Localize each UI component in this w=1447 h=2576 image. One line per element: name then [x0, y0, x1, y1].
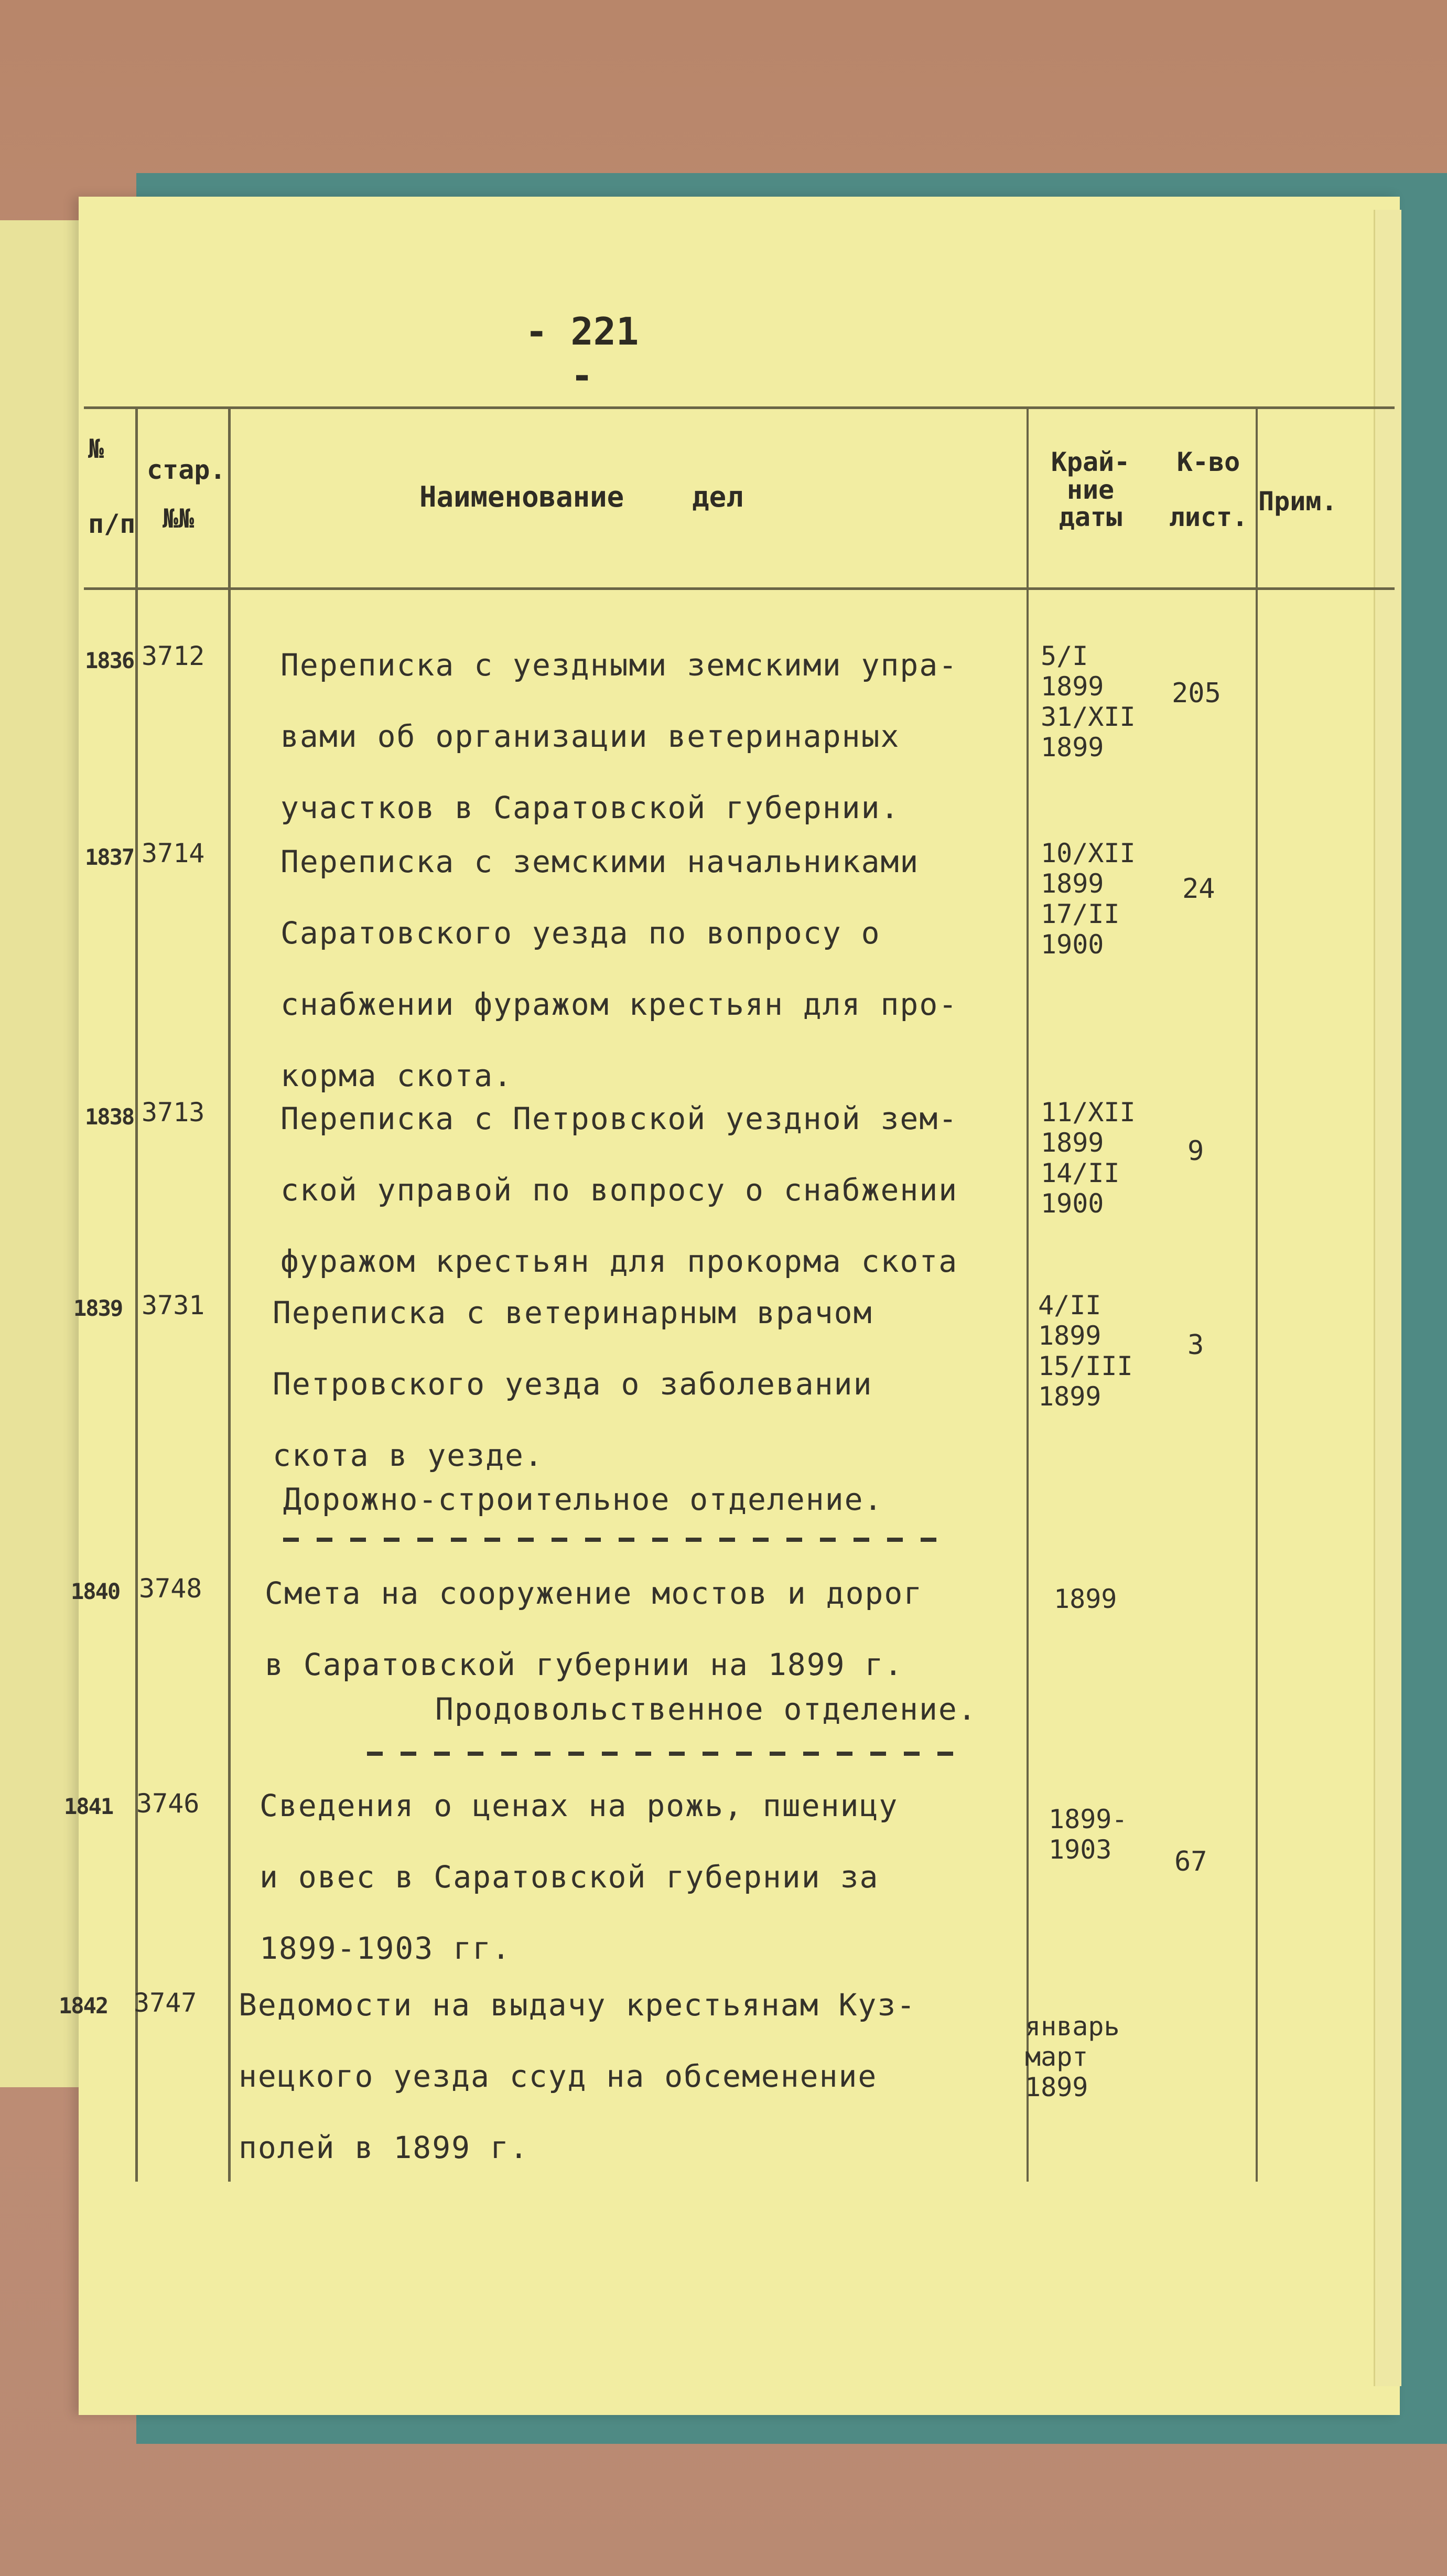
title-line: ской управой по вопросу о снабжении — [280, 1172, 958, 1208]
row-dates — [1041, 641, 1136, 763]
date-line: 1899 — [1041, 732, 1104, 763]
header-num-line: п/п — [88, 508, 136, 539]
date-line: 4/II — [1038, 1290, 1102, 1321]
header-sheets-line: лист. — [1169, 502, 1248, 532]
section-underline — [367, 1752, 959, 1756]
title-line: Переписка с земскими начальниками — [280, 844, 920, 879]
header-dates — [1028, 448, 1153, 531]
header-top-rule — [84, 406, 1395, 409]
date-line: 1899 — [1038, 1321, 1102, 1351]
title-line: Смета на сооружение мостов и дорог — [265, 1575, 923, 1611]
header-dates-line: ние — [1066, 474, 1115, 505]
date-line: 14/II — [1041, 1158, 1120, 1188]
title-line: Петровского уезда о заболевании — [273, 1366, 873, 1402]
row-old-num: 3748 — [139, 1573, 202, 1604]
row-num: 1838 — [85, 1104, 134, 1130]
title-line: Ведомости на выдачу крестьянам Куз- — [239, 1987, 916, 2023]
title-line: снабжении фуражом крестьян для про- — [280, 986, 958, 1022]
row-title — [239, 1969, 916, 2183]
row-dates — [1049, 1804, 1128, 1865]
header-dates-line: Край- — [1051, 447, 1130, 477]
row-num: 1837 — [85, 844, 134, 870]
date-line: январь — [1025, 2011, 1120, 2042]
header-old-num — [147, 456, 226, 532]
header-sheets-line: К-во — [1176, 447, 1240, 477]
col-rule-3 — [1027, 409, 1029, 2182]
date-line: 1899 — [1041, 671, 1104, 702]
row-sheets: 205 — [1172, 678, 1221, 709]
row-old-num: 3712 — [142, 641, 205, 671]
row-dates — [1025, 2011, 1120, 2102]
title-line: 1899-1903 гг. — [260, 1930, 511, 1966]
date-line: 17/II — [1041, 899, 1120, 929]
title-line: Переписка с Петровской уездной зем- — [280, 1101, 958, 1136]
date-line: 10/XII — [1041, 838, 1136, 868]
col-rule-4 — [1256, 409, 1258, 2182]
row-sheets: 9 — [1187, 1135, 1204, 1167]
header-bottom-rule — [84, 587, 1395, 590]
row-old-num: 3731 — [142, 1290, 205, 1321]
row-sheets: 24 — [1182, 873, 1215, 905]
header-notes: Прим. — [1258, 486, 1337, 517]
row-old-num: 3746 — [136, 1788, 200, 1819]
date-line: 5/I — [1041, 641, 1088, 671]
title-line: Саратовского уезда по вопросу о — [280, 915, 881, 951]
row-old-num: 3714 — [142, 838, 205, 868]
date-line: 1899 — [1038, 1381, 1102, 1412]
row-sheets: 3 — [1187, 1329, 1204, 1361]
date-line: 1899 — [1025, 2072, 1088, 2102]
date-line: 1900 — [1041, 929, 1104, 960]
section-heading: Продовольственное отделение. — [435, 1691, 977, 1727]
row-old-num: 3713 — [142, 1097, 205, 1128]
date-line: 15/III — [1038, 1351, 1133, 1381]
row-dates — [1054, 1584, 1117, 1614]
date-line: 1903 — [1049, 1834, 1112, 1865]
row-title — [273, 1277, 873, 1491]
date-line: 1900 — [1041, 1188, 1104, 1219]
row-num: 1840 — [71, 1579, 120, 1604]
title-line: полей в 1899 г. — [239, 2130, 529, 2165]
row-dates — [1038, 1290, 1133, 1412]
section-underline — [283, 1538, 949, 1542]
title-line: вами об организации ветеринарных — [280, 718, 900, 754]
date-line: 11/XII — [1041, 1097, 1136, 1128]
date-line: 1899 — [1041, 1128, 1104, 1158]
header-num-line: № — [88, 434, 104, 464]
header-old-line: стар. — [147, 455, 226, 485]
title-line: нецкого уезда ссуд на обсеменение — [239, 2058, 878, 2094]
header-name: Наименование дел — [419, 480, 743, 513]
title-line: Сведения о ценах на рожь, пшеницу — [260, 1788, 899, 1823]
date-line: март — [1025, 2042, 1088, 2072]
col-rule-2 — [228, 409, 231, 2182]
header-dates-line: даты — [1059, 502, 1122, 532]
title-line: корма скота. — [280, 1058, 513, 1093]
section-heading: Дорожно-строительное отделение. — [283, 1482, 883, 1517]
header-sheets — [1159, 448, 1258, 531]
col-rule-1 — [135, 409, 138, 2182]
title-line: в Саратовской губернии на 1899 г. — [265, 1647, 904, 1682]
row-title — [260, 1770, 898, 1984]
header-old-line: №№ — [163, 503, 195, 534]
date-line: 1899- — [1049, 1804, 1128, 1834]
date-line: 31/XII — [1041, 702, 1136, 732]
date-line: 1899 — [1041, 868, 1104, 899]
title-line: Переписка с уездными земскими упра- — [280, 647, 958, 683]
row-num: 1836 — [85, 648, 134, 673]
date-line: 1899 — [1054, 1584, 1117, 1614]
row-title — [280, 826, 958, 1111]
row-num: 1839 — [73, 1295, 123, 1321]
title-line: Переписка с ветеринарным врачом — [273, 1295, 873, 1330]
row-dates — [1041, 838, 1136, 960]
page-number: - 221 - — [525, 309, 639, 398]
title-line: фуражом крестьян для прокорма скота — [280, 1243, 958, 1279]
row-dates — [1041, 1097, 1136, 1219]
header-sheets-line — [1159, 476, 1258, 504]
row-old-num: 3747 — [134, 1988, 197, 2018]
row-title — [280, 1083, 958, 1297]
title-line: участков в Саратовской губернии. — [280, 790, 900, 825]
row-sheets: 67 — [1174, 1846, 1207, 1877]
row-num: 1842 — [59, 1993, 108, 2019]
row-title — [265, 1558, 923, 1700]
row-title — [280, 629, 958, 843]
header-num — [88, 435, 135, 538]
row-num: 1841 — [64, 1794, 113, 1819]
title-line: и овес в Саратовской губернии за — [260, 1859, 879, 1895]
title-line: скота в уезде. — [273, 1437, 544, 1473]
